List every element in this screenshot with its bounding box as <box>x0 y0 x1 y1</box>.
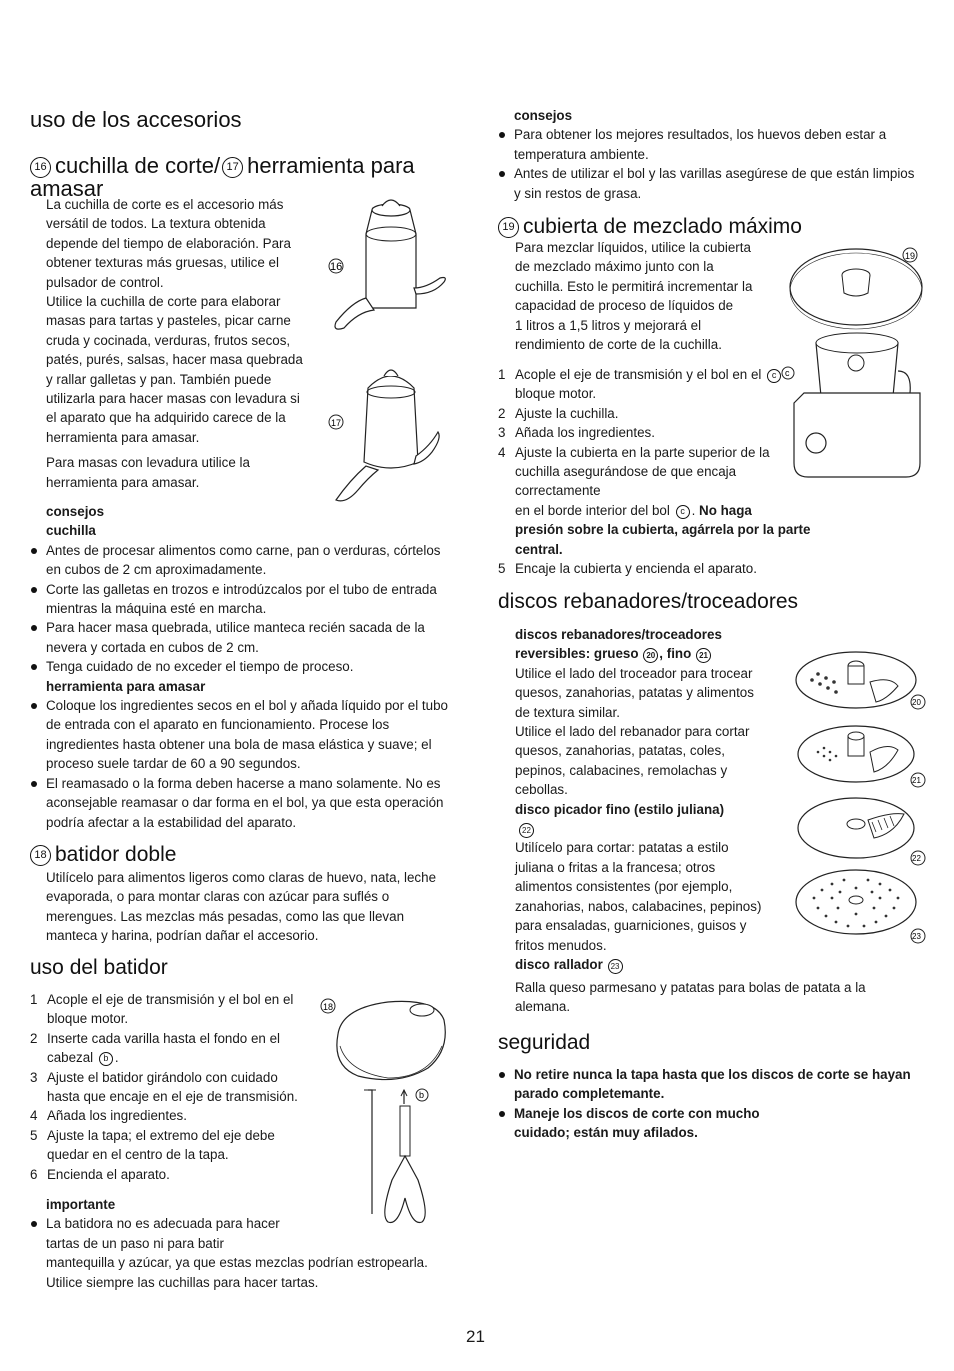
list-item: 5 Encaje la cubierta y encienda el aparato. <box>498 561 757 577</box>
disc-21-icon <box>798 726 925 787</box>
list-item: Maneje los discos de corte con mucho cuidado; están muy afilados. <box>498 1104 814 1143</box>
fig-number: 16 <box>30 157 51 178</box>
safety-heading: seguridad <box>498 1031 591 1054</box>
whisk-steps <box>30 990 320 1184</box>
list-item: 4 Ajuste la cubierta en la parte superior de la cuchilla asegurándose de que encaja correctamente en el borde interior del bol c . No haga presión sobre la cubierta, agárrela por la parte central. <box>498 444 811 557</box>
cover-heading: 19 cubierta de mezclado máximo <box>498 216 923 238</box>
safety-list <box>498 1065 923 1143</box>
fig-label-19: 19 <box>905 251 916 261</box>
dough-tips-list <box>30 696 455 832</box>
list-item: 3 Ajuste el batidor girándolo con cuidado hasta que encaje en el eje de transmisión. <box>30 1069 298 1105</box>
list-item: Antes de procesar alimentos como carne, pan o verduras, córtelos en cubos de 2 cm aproximadamente. <box>30 541 455 580</box>
grater-text: Ralla queso parmesano y patatas para bolas de patata a la alemana. <box>515 980 866 1015</box>
list-item: 4 Añada los ingredientes. <box>30 1108 187 1124</box>
blade-heading: 16 cuchilla de corte/ 17 herramienta para amasar <box>30 153 415 201</box>
fig-number: 17 <box>222 157 243 178</box>
fig-label-16: 16 <box>330 261 343 273</box>
svg-text:20: 20 <box>912 698 921 707</box>
list-item: La batidora no es adecuada para hacer tartas de un paso ni para batir mantequilla y azúcar, ya que estas mezclas podrían estropearla. Utilice siempre las cuchillas para hacer tartas. <box>30 1214 470 1292</box>
list-item: No retire nunca la tapa hasta que los discos de corte se hayan parado completemante. <box>498 1065 923 1104</box>
discs-heading: discos rebanadores/troceadores <box>498 590 799 613</box>
svg-text:21: 21 <box>912 776 921 785</box>
cover-steps <box>498 365 888 578</box>
list-item: 6 Encienda el aparato. <box>30 1166 170 1182</box>
page-number: 21 <box>466 1327 485 1346</box>
list-item: Tenga cuidado de no exceder el tiempo de proceso. <box>30 657 455 676</box>
discs-text: discos rebanadores/troceadores reversibles: grueso 20 , fino 21 Utilice el lado del troceador para trocear quesos, zanahorias, patatas y alimentos de textura similar. Utilice el lado del rebanador para cortar quesos, zanahorias, patatas, coles, pepinos, calabacines, remolachas y cebollas. disco picador fino (estilo juliana) 22 Utilícelo para cortar: patatas a estilo juliana o fritas a la francesa; otros alimentos consistentes (por ejemplo, zanahorias, nabos, calabacines, pepinos) para ensaladas, guarniciones, guisos y fritos menudos. disco rallador 23 <box>515 627 762 972</box>
list-item: 2 Inserte cada varilla hasta el fondo en el cabezal b . <box>30 1030 280 1066</box>
list-item: Corte las galletas en trozos e introdúzcalos por el tubo de entrada mientras la máquina esté en marcha. <box>30 580 455 619</box>
disc-23-icon <box>796 870 925 943</box>
list-item: 1 Acople el eje de transmisión y el bol en el c bloque motor. <box>498 365 888 404</box>
list-item: Antes de utilizar el bol y las varillas asegúrese de que están limpios y sin restos de grasa. <box>498 164 923 203</box>
fig-label-b: b <box>419 1090 425 1100</box>
list-item: Para obtener los mejores resultados, los huevos deben estar a temperatura ambiente. <box>498 125 923 164</box>
list-item: 1 Acople el eje de transmisión y el bol en el bloque motor. <box>30 992 294 1027</box>
blade-tips: consejos cuchilla Antes de procesar alimentos como carne, pan o verduras, córtelos en cubos de 2 cm aproximadamente. Corte las galletas en trozos e introdúzcalos por el tubo de entrada mientras la máquina esté en marcha. Para hacer masa quebrada, utilice manteca recién sacada de la nevera y cortada en cubos de 2 cm. Tenga cuidado de no exceder el tiempo de proceso. herramienta para amasar Coloque los ingredientes secos en el bol y añada líquido por el tubo de entrada con el aparato en funcionamiento. Procese los ingredientes hasta obtener una bola de masa elástica y suave; el proceso suele tardar de 60 a 90 segundos. El reamasado o la forma deben hacerse a mano solamente. No es aconsejable reamasar o dar forma en el bol, ya que esta operación podría afectar a la estabilidad del aparato. <box>30 502 455 832</box>
discs-illustration <box>790 636 930 946</box>
whisk-heading: 18 batidor doble <box>30 844 455 866</box>
whisk-use-heading: uso del batidor <box>30 956 168 979</box>
list-item: 3 Añada los ingredientes. <box>498 425 655 441</box>
disc-20-icon <box>796 652 925 709</box>
blade-tips-list <box>30 541 455 677</box>
left-column <box>30 108 455 132</box>
list-item: Coloque los ingredientes secos en el bol y añada líquido por el tubo de entrada con el aparato en funcionamiento. Procese los ingredientes hasta obtener una bola de masa elástica y suave; el proceso suele tardar de 60 a 90 segundos. <box>30 696 455 774</box>
fig-label-18: 18 <box>323 1002 334 1012</box>
cover-intro: Para mezclar líquidos, utilice la cubierta de mezclado máximo junto con la cuchilla. Esto le permitirá incrementar la capacidad de proceso de líquidos de 1 litros a 1,5 litros y mejorará el rendimiento de corte de la cuchilla. <box>515 240 753 353</box>
list-item: El reamasado o la forma deben hacerse a mano solamente. No es aconsejable reamasar o dar forma en el bol, ya que esta operación podría afectar a la estabilidad del aparato. <box>30 774 455 832</box>
blade-intro: La cuchilla de corte es el accesorio más versátil de todos. La textura obtenida depende del tiempo de elaboración. Para obtener texturas más gruesas, utilice el pulsador de control. Utilice la cuchilla de corte para elaborar masas para tartas y pasteles, picar carne cruda y cocinada, verduras, frutos secos, patés, purés, salsas, hacer masa quebrada y rallar galletas y pan. También puede utilizarla para hacer masas con levadura si el aparato que ha adquirido carece de la herramienta para amasar. Para masas con levadura utilice la herramienta para amasar. <box>46 197 303 490</box>
fig-label-c: c <box>785 368 790 378</box>
blade-illustration <box>322 198 457 348</box>
fig-label-17: 17 <box>331 418 342 428</box>
list-item: 2 Ajuste la cuchilla. <box>498 405 619 421</box>
disc-22-icon <box>798 798 925 865</box>
svg-text:22: 22 <box>912 854 921 863</box>
whisk-text: Utilícelo para alimentos ligeros como claras de huevo, nata, leche evaporada, o para montar claras con azúcar para suflés o merengues. Las mezclas más pesadas, como las que llevan manteca y harina, podrían dañar el accesorio. <box>46 870 437 944</box>
list-item: 5 Ajuste la tapa; el extremo del eje debe quedar en el centro de la tapa. <box>30 1127 275 1163</box>
important-note: importante La batidora no es adecuada para hacer tartas de un paso ni para batir mantequilla y azúcar, ya que estas mezclas podrían estropearla. Utilice siempre las cuchillas para hacer tartas. <box>30 1195 470 1292</box>
svg-text:23: 23 <box>912 932 921 941</box>
whisk-illustration <box>318 994 458 1229</box>
dough-tool-illustration <box>322 362 457 507</box>
list-item: Para hacer masa quebrada, utilice manteca recién sacada de la nevera y cortada en cubos de 2 cm. <box>30 618 455 657</box>
whisk-tips: consejos Para obtener los mejores resultados, los huevos deben estar a temperatura ambiente. Antes de utilizar el bol y las varillas asegúrese de que están limpios y sin restos de grasa. <box>498 106 923 203</box>
section-title: uso de los accesorios <box>30 107 242 132</box>
